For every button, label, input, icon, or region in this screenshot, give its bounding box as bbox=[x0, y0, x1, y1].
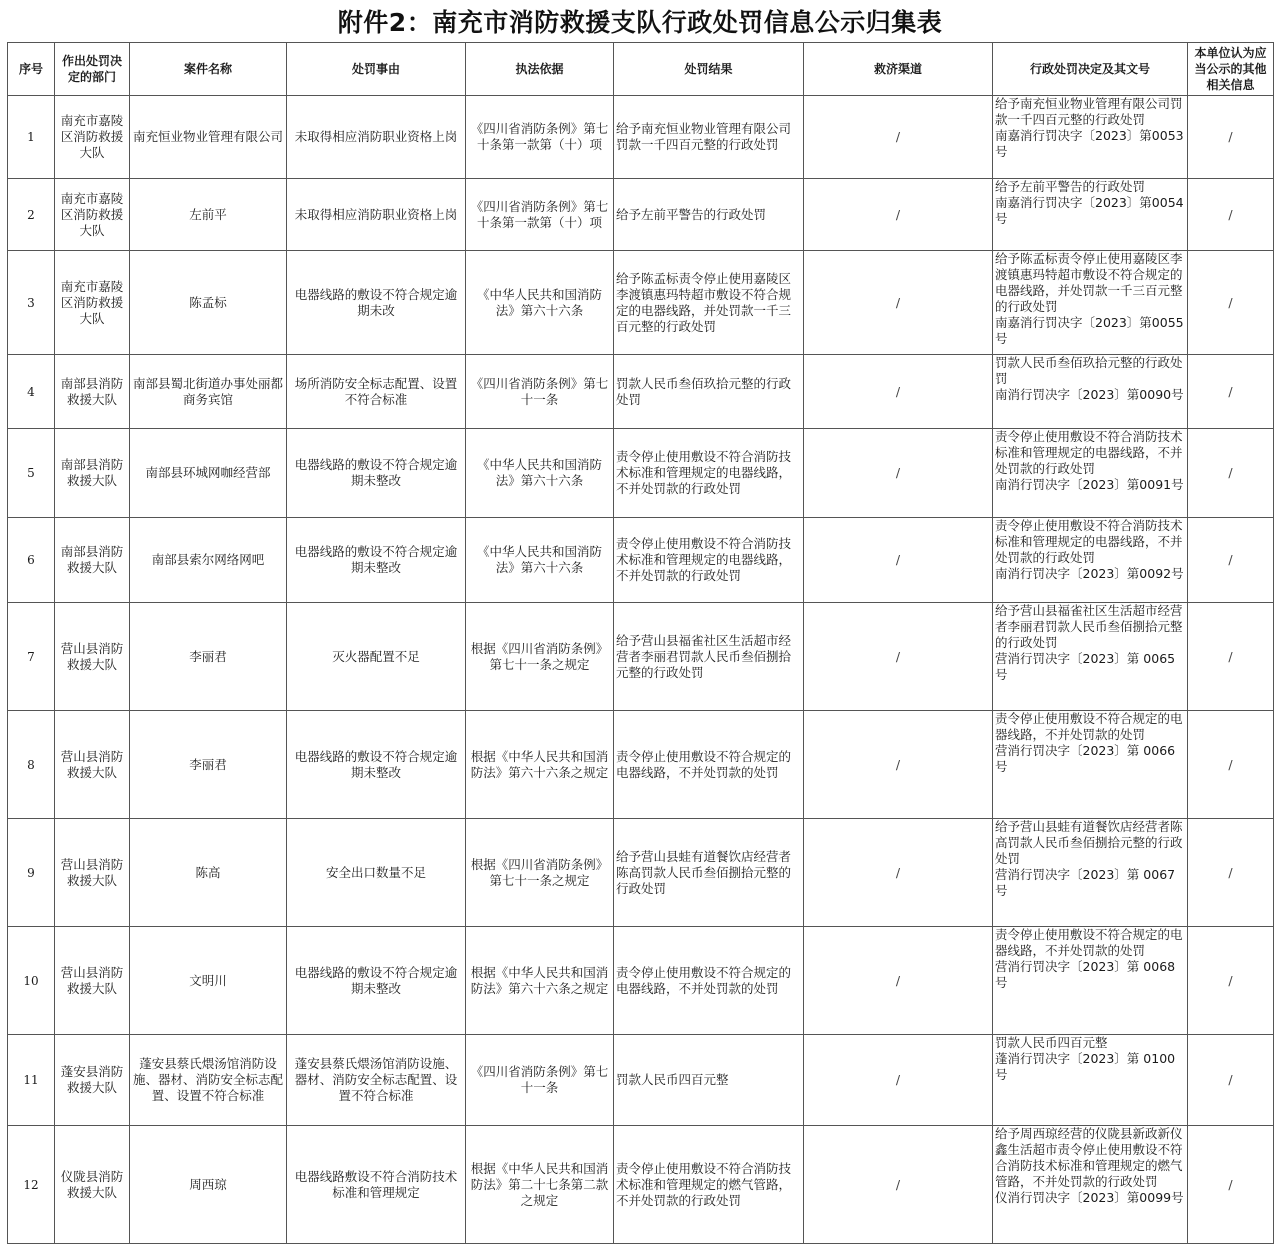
cell-remedy: / bbox=[804, 96, 993, 179]
cell-result: 责令停止使用敷设不符合消防技术标准和管理规定的电器线路，不并处罚款的行政处罚 bbox=[614, 429, 804, 518]
cell-case-name: 周西琼 bbox=[130, 1126, 287, 1244]
cell-reason: 电器线路的敷设不符合规定逾期未整改 bbox=[287, 518, 466, 603]
cell-basis: 《中华人民共和国消防法》第六十六条 bbox=[466, 429, 614, 518]
cell-dept: 营山县消防救援大队 bbox=[55, 927, 130, 1035]
header-seq: 序号 bbox=[8, 43, 55, 96]
table-row bbox=[8, 518, 1274, 603]
header-basis: 执法依据 bbox=[466, 43, 614, 96]
cell-basis: 根据《中华人民共和国消防法》第六十六条之规定 bbox=[466, 711, 614, 819]
cell-result: 给予陈孟标责令停止使用嘉陵区李渡镇惠玛特超市敷设不符合规定的电器线路，并处罚款一千三百元整的行政处罚 bbox=[614, 251, 804, 355]
cell-seq: 1 bbox=[8, 96, 55, 179]
cell-seq: 2 bbox=[8, 179, 55, 251]
cell-seq: 9 bbox=[8, 819, 55, 927]
cell-other: / bbox=[1188, 355, 1274, 429]
cell-basis: 《四川省消防条例》第七十一条 bbox=[466, 355, 614, 429]
cell-case-name: 南部县蜀北街道办事处丽都商务宾馆 bbox=[130, 355, 287, 429]
cell-other: / bbox=[1188, 518, 1274, 603]
penalty-table bbox=[7, 42, 1274, 1244]
cell-basis: 《四川省消防条例》第七十条第一款第（十）项 bbox=[466, 179, 614, 251]
cell-other: / bbox=[1188, 251, 1274, 355]
cell-basis: 根据《中华人民共和国消防法》第六十六条之规定 bbox=[466, 927, 614, 1035]
table-row bbox=[8, 251, 1274, 355]
cell-decision: 给予南充恒业物业管理有限公司罚款一千四百元整的行政处罚 南嘉消行罚决字〔2023〕第0053号 bbox=[993, 96, 1188, 179]
cell-result: 给予南充恒业物业管理有限公司罚款一千四百元整的行政处罚 bbox=[614, 96, 804, 179]
cell-decision: 给予营山县福雀社区生活超市经营者李丽君罚款人民币叁佰捌拾元整的行政处罚 营消行罚决字〔2023〕第 0065号 bbox=[993, 603, 1188, 711]
cell-other: / bbox=[1188, 429, 1274, 518]
cell-remedy: / bbox=[804, 179, 993, 251]
cell-other: / bbox=[1188, 96, 1274, 179]
cell-dept: 南充市嘉陵区消防救援大队 bbox=[55, 251, 130, 355]
cell-other: / bbox=[1188, 1035, 1274, 1126]
cell-result: 责令停止使用敷设不符合规定的电器线路，不并处罚款的处罚 bbox=[614, 927, 804, 1035]
cell-result: 责令停止使用敷设不符合消防技术标准和管理规定的电器线路，不并处罚款的行政处罚 bbox=[614, 518, 804, 603]
cell-decision: 责令停止使用敷设不符合规定的电器线路，不并处罚款的处罚 营消行罚决字〔2023〕第 0068号 bbox=[993, 927, 1188, 1035]
cell-case-name: 文明川 bbox=[130, 927, 287, 1035]
cell-case-name: 陈孟标 bbox=[130, 251, 287, 355]
cell-seq: 8 bbox=[8, 711, 55, 819]
header-decision: 行政处罚决定及其文号 bbox=[993, 43, 1188, 96]
cell-dept: 仪陇县消防救援大队 bbox=[55, 1126, 130, 1244]
header-other: 本单位认为应当公示的其他相关信息 bbox=[1188, 43, 1274, 96]
cell-reason: 电器线路的敷设不符合规定逾期未整改 bbox=[287, 927, 466, 1035]
cell-seq: 12 bbox=[8, 1126, 55, 1244]
cell-case-name: 南充恒业物业管理有限公司 bbox=[130, 96, 287, 179]
cell-other: / bbox=[1188, 711, 1274, 819]
cell-remedy: / bbox=[804, 251, 993, 355]
cell-seq: 3 bbox=[8, 251, 55, 355]
cell-basis: 《四川省消防条例》第七十条第一款第（十）项 bbox=[466, 96, 614, 179]
cell-remedy: / bbox=[804, 819, 993, 927]
cell-dept: 营山县消防救援大队 bbox=[55, 819, 130, 927]
cell-remedy: / bbox=[804, 603, 993, 711]
cell-seq: 4 bbox=[8, 355, 55, 429]
cell-other: / bbox=[1188, 927, 1274, 1035]
cell-decision: 责令停止使用敷设不符合规定的电器线路，不并处罚款的处罚 营消行罚决字〔2023〕第 0066号 bbox=[993, 711, 1188, 819]
header-remedy: 救济渠道 bbox=[804, 43, 993, 96]
table-row bbox=[8, 1035, 1274, 1126]
cell-result: 罚款人民币叁佰玖拾元整的行政处罚 bbox=[614, 355, 804, 429]
cell-dept: 南部县消防救援大队 bbox=[55, 518, 130, 603]
cell-other: / bbox=[1188, 603, 1274, 711]
cell-case-name: 左前平 bbox=[130, 179, 287, 251]
cell-reason: 电器线路的敷设不符合规定逾期未改 bbox=[287, 251, 466, 355]
cell-remedy: / bbox=[804, 1126, 993, 1244]
header-result: 处罚结果 bbox=[614, 43, 804, 96]
header-row bbox=[8, 43, 1274, 96]
cell-basis: 《中华人民共和国消防法》第六十六条 bbox=[466, 251, 614, 355]
table-row bbox=[8, 429, 1274, 518]
cell-remedy: / bbox=[804, 711, 993, 819]
cell-remedy: / bbox=[804, 927, 993, 1035]
cell-reason: 电器线路的敷设不符合规定逾期未整改 bbox=[287, 429, 466, 518]
cell-dept: 营山县消防救援大队 bbox=[55, 711, 130, 819]
table-row bbox=[8, 603, 1274, 711]
cell-seq: 6 bbox=[8, 518, 55, 603]
cell-dept: 南充市嘉陵区消防救援大队 bbox=[55, 96, 130, 179]
cell-decision: 责令停止使用敷设不符合消防技术标准和管理规定的电器线路，不并处罚款的行政处罚 南消行罚决字〔2023〕第0091号 bbox=[993, 429, 1188, 518]
cell-seq: 11 bbox=[8, 1035, 55, 1126]
cell-decision: 罚款人民币四百元整 蓬消行罚决字〔2023〕第 0100号 bbox=[993, 1035, 1188, 1126]
table-row bbox=[8, 1126, 1274, 1244]
cell-case-name: 蓬安县蔡氏煨汤馆消防设施、器材、消防安全标志配置、设置不符合标准 bbox=[130, 1035, 287, 1126]
cell-decision: 罚款人民币叁佰玖拾元整的行政处罚 南消行罚决字〔2023〕第0090号 bbox=[993, 355, 1188, 429]
cell-decision: 给予营山县蛙有道餐饮店经营者陈高罚款人民币叁佰捌拾元整的行政处罚 营消行罚决字〔2023〕第 0067号 bbox=[993, 819, 1188, 927]
cell-result: 给予左前平警告的行政处罚 bbox=[614, 179, 804, 251]
cell-dept: 南部县消防救援大队 bbox=[55, 355, 130, 429]
page-title: 附件2：南充市消防救援支队行政处罚信息公示归集表 bbox=[337, 8, 943, 37]
cell-reason: 未取得相应消防职业资格上岗 bbox=[287, 96, 466, 179]
header-reason: 处罚事由 bbox=[287, 43, 466, 96]
cell-case-name: 李丽君 bbox=[130, 711, 287, 819]
cell-reason: 灭火器配置不足 bbox=[287, 603, 466, 711]
cell-seq: 10 bbox=[8, 927, 55, 1035]
cell-dept: 营山县消防救援大队 bbox=[55, 603, 130, 711]
table-row bbox=[8, 711, 1274, 819]
cell-other: / bbox=[1188, 179, 1274, 251]
cell-case-name: 陈高 bbox=[130, 819, 287, 927]
cell-reason: 安全出口数量不足 bbox=[287, 819, 466, 927]
cell-seq: 7 bbox=[8, 603, 55, 711]
cell-basis: 根据《四川省消防条例》第七十一条之规定 bbox=[466, 819, 614, 927]
cell-case-name: 南部县索尔网络网吧 bbox=[130, 518, 287, 603]
table-row bbox=[8, 819, 1274, 927]
cell-result: 罚款人民币四百元整 bbox=[614, 1035, 804, 1126]
cell-reason: 电器线路敷设不符合消防技术标准和管理规定 bbox=[287, 1126, 466, 1244]
cell-decision: 给予左前平警告的行政处罚 南嘉消行罚决字〔2023〕第0054号 bbox=[993, 179, 1188, 251]
cell-decision: 给予陈孟标责令停止使用嘉陵区李渡镇惠玛特超市敷设不符合规定的电器线路，并处罚款一千三百元整的行政处罚 南嘉消行罚决字〔2023〕第0055号 bbox=[993, 251, 1188, 355]
cell-decision: 责令停止使用敷设不符合消防技术标准和管理规定的电器线路，不并处罚款的行政处罚 南消行罚决字〔2023〕第0092号 bbox=[993, 518, 1188, 603]
cell-reason: 蓬安县蔡氏煨汤馆消防设施、器材、消防安全标志配置、设置不符合标准 bbox=[287, 1035, 466, 1126]
cell-dept: 南充市嘉陵区消防救援大队 bbox=[55, 179, 130, 251]
cell-remedy: / bbox=[804, 429, 993, 518]
cell-result: 责令停止使用敷设不符合消防技术标准和管理规定的燃气管路，不并处罚款的行政处罚 bbox=[614, 1126, 804, 1244]
cell-result: 给予营山县福雀社区生活超市经营者李丽君罚款人民币叁佰捌拾元整的行政处罚 bbox=[614, 603, 804, 711]
table-row bbox=[8, 355, 1274, 429]
cell-reason: 电器线路的敷设不符合规定逾期未整改 bbox=[287, 711, 466, 819]
cell-result: 给予营山县蛙有道餐饮店经营者陈高罚款人民币叁佰捌拾元整的行政处罚 bbox=[614, 819, 804, 927]
cell-reason: 场所消防安全标志配置、设置不符合标准 bbox=[287, 355, 466, 429]
cell-basis: 根据《中华人民共和国消防法》第二十七条第二款之规定 bbox=[466, 1126, 614, 1244]
cell-basis: 根据《四川省消防条例》第七十一条之规定 bbox=[466, 603, 614, 711]
cell-remedy: / bbox=[804, 355, 993, 429]
cell-case-name: 南部县环城网咖经营部 bbox=[130, 429, 287, 518]
cell-remedy: / bbox=[804, 518, 993, 603]
cell-basis: 《中华人民共和国消防法》第六十六条 bbox=[466, 518, 614, 603]
header-dept: 作出处罚决定的部门 bbox=[55, 43, 130, 96]
cell-remedy: / bbox=[804, 1035, 993, 1126]
header-case: 案件名称 bbox=[130, 43, 287, 96]
cell-reason: 未取得相应消防职业资格上岗 bbox=[287, 179, 466, 251]
cell-result: 责令停止使用敷设不符合规定的电器线路，不并处罚款的处罚 bbox=[614, 711, 804, 819]
cell-other: / bbox=[1188, 1126, 1274, 1244]
table-row bbox=[8, 96, 1274, 179]
cell-basis: 《四川省消防条例》第七十一条 bbox=[466, 1035, 614, 1126]
cell-seq: 5 bbox=[8, 429, 55, 518]
table-row bbox=[8, 179, 1274, 251]
cell-dept: 蓬安县消防救援大队 bbox=[55, 1035, 130, 1126]
cell-dept: 南部县消防救援大队 bbox=[55, 429, 130, 518]
table-row bbox=[8, 927, 1274, 1035]
cell-case-name: 李丽君 bbox=[130, 603, 287, 711]
cell-other: / bbox=[1188, 819, 1274, 927]
cell-decision: 给予周西琼经营的仪陇县新政新仪鑫生活超市责令停止使用敷设不符合消防技术标准和管理规定的燃气管路，不并处罚款的行政处罚 仪消行罚决字〔2023〕第0099号 bbox=[993, 1126, 1188, 1244]
